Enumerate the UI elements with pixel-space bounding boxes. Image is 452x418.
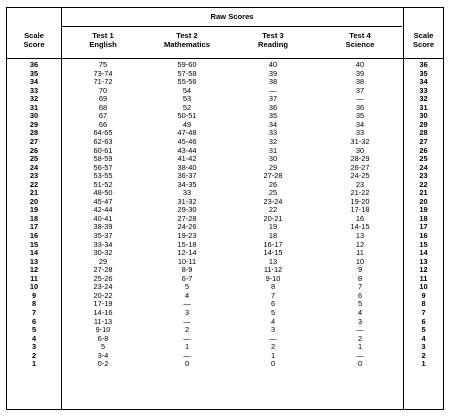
table-row xyxy=(7,104,443,113)
science-cell: 21-22 xyxy=(350,188,370,198)
scale-score-cell: 7 xyxy=(31,307,37,317)
science-cell: 14-15 xyxy=(350,222,370,232)
reading-cell: 20-21 xyxy=(263,213,283,223)
science-cell: 38 xyxy=(355,77,365,87)
english-cell: 5 xyxy=(100,342,106,352)
scale-score-cell-right: 26 xyxy=(419,145,428,155)
english-cell: 0-2 xyxy=(97,359,109,369)
science-cell: 26-27 xyxy=(350,162,370,172)
table-row xyxy=(7,275,443,284)
scale-score-cell-right: 3 xyxy=(421,342,426,352)
scale-score-cell: 8 xyxy=(31,299,37,309)
table-row xyxy=(7,95,443,104)
reading-cell: 27-28 xyxy=(263,171,283,181)
reading-cell: 13 xyxy=(268,256,278,266)
scale-score-cell-right: 35 xyxy=(419,68,428,78)
table-row xyxy=(7,326,443,335)
test-subject: Reading xyxy=(258,40,288,49)
reading-cell: 39 xyxy=(268,68,278,78)
math-cell: 0 xyxy=(184,359,190,369)
reading-cell: 2 xyxy=(270,342,276,352)
scale-score-cell-right: 34 xyxy=(419,77,428,87)
science-cell: 40 xyxy=(355,60,365,69)
math-cell: — xyxy=(183,316,191,326)
math-cell: 53 xyxy=(182,94,192,104)
science-cell: 0 xyxy=(357,359,363,369)
english-cell: 11-13 xyxy=(93,316,113,326)
science-cell: 7 xyxy=(357,282,363,292)
math-cell: 33 xyxy=(182,188,192,198)
table-row xyxy=(7,223,443,232)
scale-score-cell-right: 7 xyxy=(421,307,426,317)
reading-cell: 38 xyxy=(268,77,278,87)
math-cell: 2 xyxy=(184,325,190,335)
english-cell: 75 xyxy=(98,60,108,69)
science-header xyxy=(317,31,403,49)
scale-score-cell: 17 xyxy=(29,222,39,232)
scale-score-cell: 23 xyxy=(29,171,39,181)
reading-cell: 6 xyxy=(270,299,276,309)
test-number: Test 3 xyxy=(262,31,284,40)
english-cell: 25-26 xyxy=(93,273,113,283)
science-cell: 36 xyxy=(355,102,365,112)
scale-score-cell-right: 11 xyxy=(419,273,428,283)
table-row xyxy=(7,292,443,301)
science-cell: 8 xyxy=(357,273,363,283)
table-row xyxy=(7,155,443,164)
english-cell: 23-24 xyxy=(93,282,113,292)
table-row xyxy=(7,61,443,70)
scale-score-cell: 20 xyxy=(29,196,39,206)
table-row xyxy=(7,335,443,344)
table-row xyxy=(7,112,443,121)
scale-score-cell-right: 32 xyxy=(419,94,428,104)
table-row xyxy=(7,309,443,318)
scale-score-cell: 24 xyxy=(29,162,39,172)
reading-cell: 35 xyxy=(268,111,278,121)
reading-cell: 3 xyxy=(270,325,276,335)
math-cell: — xyxy=(183,350,191,360)
reading-cell: 22 xyxy=(268,205,278,215)
table-row xyxy=(7,241,443,250)
science-cell: 13 xyxy=(355,231,365,240)
science-cell: 17-18 xyxy=(350,205,370,215)
scale-score-cell: 32 xyxy=(29,94,39,104)
math-cell: 8-9 xyxy=(181,265,193,275)
scale-score-cell: 9 xyxy=(31,290,37,300)
scale-score-cell-right: 18 xyxy=(419,213,428,223)
test-number: Test 2 xyxy=(176,31,198,40)
math-cell: 43-44 xyxy=(177,145,197,155)
math-cell: 34-35 xyxy=(177,179,197,189)
english-cell: 66 xyxy=(98,119,108,129)
math-cell: 45-46 xyxy=(177,136,197,146)
scale-score-cell: 28 xyxy=(29,128,39,138)
scale-score-cell-right: 13 xyxy=(419,256,428,266)
science-cell: 37 xyxy=(355,85,365,95)
reading-cell: 14-15 xyxy=(263,248,283,258)
test-subject: English xyxy=(89,40,117,49)
science-cell: 24-25 xyxy=(350,171,370,181)
scale-header-line: Score xyxy=(23,40,45,49)
scale-score-cell: 19 xyxy=(29,205,39,215)
scale-score-cell: 16 xyxy=(29,231,39,240)
scale-score-header-left xyxy=(7,31,61,49)
scale-score-cell: 34 xyxy=(29,77,39,87)
math-cell: 41-42 xyxy=(177,154,197,164)
english-cell: 62-63 xyxy=(93,136,113,146)
scale-score-cell-right: 15 xyxy=(419,239,428,249)
scale-score-cell: 4 xyxy=(31,333,37,343)
scale-score-cell-right: 5 xyxy=(421,325,426,335)
english-cell: 56-57 xyxy=(93,162,113,172)
english-cell: 17-19 xyxy=(93,299,113,309)
scale-score-cell: 30 xyxy=(29,111,39,121)
reading-cell: 34 xyxy=(268,119,278,129)
english-cell: 30-32 xyxy=(93,248,113,258)
science-cell: — xyxy=(356,94,364,104)
reading-cell: 18 xyxy=(268,231,278,240)
math-cell: 49 xyxy=(182,119,192,129)
scale-score-cell-right: 19 xyxy=(419,205,428,215)
reading-cell: 36 xyxy=(268,102,278,112)
english-cell: 6-8 xyxy=(97,333,109,343)
science-cell: — xyxy=(356,350,364,360)
table-row xyxy=(7,181,443,190)
science-cell: 4 xyxy=(357,307,363,317)
reading-cell: 23-24 xyxy=(263,196,283,206)
scale-score-cell: 36 xyxy=(29,60,39,69)
table-row xyxy=(7,249,443,258)
scale-header-line: Scale xyxy=(24,31,44,40)
scale-score-cell-right: 25 xyxy=(419,154,428,164)
scale-score-cell: 2 xyxy=(31,350,37,360)
table-row xyxy=(7,352,443,361)
science-cell: 1 xyxy=(357,342,363,352)
table-row xyxy=(7,318,443,327)
test-subject: Mathematics xyxy=(163,40,210,49)
scale-score-cell-right: 9 xyxy=(421,290,426,300)
science-cell: 5 xyxy=(357,299,363,309)
scale-score-cell-right: 24 xyxy=(419,162,428,172)
table-row xyxy=(7,164,443,173)
reading-cell: 9-10 xyxy=(265,273,281,283)
scale-score-cell: 5 xyxy=(31,325,37,335)
scale-score-cell: 15 xyxy=(29,239,39,249)
math-cell: — xyxy=(183,333,191,343)
test-number: Test 4 xyxy=(349,31,371,40)
math-cell: 12-14 xyxy=(177,248,197,258)
reading-cell: 29 xyxy=(268,162,278,172)
scale-score-cell-right: 14 xyxy=(419,248,428,258)
english-cell: 27-28 xyxy=(93,265,113,275)
table-row xyxy=(7,78,443,87)
reading-cell: 7 xyxy=(270,290,276,300)
table-row xyxy=(7,189,443,198)
science-cell: 11 xyxy=(356,248,364,258)
english-cell: 14-16 xyxy=(93,307,113,317)
math-cell: 15-18 xyxy=(177,239,197,249)
scale-score-cell-right: 28 xyxy=(419,128,428,138)
table-row xyxy=(7,147,443,156)
science-cell: 2 xyxy=(357,333,363,343)
math-cell: 1 xyxy=(184,342,190,352)
english-cell: 64-65 xyxy=(93,128,113,138)
group-header-divider xyxy=(61,26,402,27)
raw-scores-header: Raw Scores xyxy=(210,12,254,21)
table-row xyxy=(7,172,443,181)
math-cell: 24-26 xyxy=(177,222,197,232)
table-row xyxy=(7,87,443,96)
science-cell: 9 xyxy=(357,265,363,275)
math-cell: 38-40 xyxy=(177,162,197,172)
english-cell: 69 xyxy=(98,94,108,104)
reading-cell: — xyxy=(269,333,277,343)
science-cell: 30 xyxy=(355,145,365,155)
table-row xyxy=(7,266,443,275)
scale-score-cell: 14 xyxy=(29,248,39,258)
scale-score-cell-right: 4 xyxy=(421,333,426,343)
reading-cell: 31 xyxy=(268,145,278,155)
math-cell: 10-11 xyxy=(177,256,197,266)
math-cell: 3 xyxy=(184,307,190,317)
english-cell: 70 xyxy=(98,85,108,95)
table-row xyxy=(7,198,443,207)
math-cell: 59-60 xyxy=(177,60,197,69)
english-cell: 51-52 xyxy=(93,179,113,189)
english-cell: 68 xyxy=(98,102,108,112)
scale-score-cell: 10 xyxy=(29,282,39,292)
scale-score-cell: 35 xyxy=(29,68,39,78)
english-cell: 20-22 xyxy=(93,290,113,300)
scale-score-cell: 29 xyxy=(29,119,39,129)
english-cell: 29 xyxy=(98,256,108,266)
math-cell: 6-7 xyxy=(181,273,193,283)
table-row xyxy=(7,258,443,267)
math-cell: 5 xyxy=(184,282,190,292)
scale-score-cell-right: 33 xyxy=(419,85,428,95)
scale-score-cell-right: 2 xyxy=(421,350,426,360)
table-row xyxy=(7,343,443,352)
english-cell: 71-72 xyxy=(93,77,113,87)
math-cell: 57-58 xyxy=(177,68,197,78)
math-cell: 55-56 xyxy=(177,77,197,87)
math-cell: 4 xyxy=(184,290,190,300)
english-cell: 3-4 xyxy=(97,350,109,360)
reading-cell: 19 xyxy=(268,222,278,232)
reading-cell: 40 xyxy=(268,60,278,69)
scale-score-cell: 13 xyxy=(29,256,39,266)
math-cell: 47-48 xyxy=(177,128,197,138)
scale-score-cell: 22 xyxy=(29,179,39,189)
scale-score-cell: 1 xyxy=(31,359,37,369)
table-row xyxy=(7,138,443,147)
score-conversion-table xyxy=(6,7,444,410)
scale-score-header-right xyxy=(403,31,444,49)
header-divider xyxy=(7,58,443,59)
science-cell: 34 xyxy=(355,119,365,129)
english-cell: 33-34 xyxy=(93,239,113,249)
science-cell: — xyxy=(356,325,364,335)
reading-cell: 8 xyxy=(270,282,276,292)
english-cell: 35-37 xyxy=(93,231,113,240)
english-cell: 45-47 xyxy=(93,196,113,206)
reading-cell: 16-17 xyxy=(263,239,283,249)
scale-score-cell: 18 xyxy=(29,213,39,223)
reading-cell: 11-12 xyxy=(263,265,283,275)
scale-score-cell-right: 20 xyxy=(419,196,428,206)
scale-score-cell: 33 xyxy=(29,85,39,95)
reading-cell: 1 xyxy=(270,350,276,360)
scale-score-cell-right: 23 xyxy=(419,171,428,181)
table-row xyxy=(7,300,443,309)
scale-score-cell-right: 30 xyxy=(419,111,428,121)
science-cell: 6 xyxy=(357,290,363,300)
table-row xyxy=(7,360,443,369)
scale-score-cell-right: 8 xyxy=(421,299,426,309)
scale-score-cell: 11 xyxy=(30,273,38,283)
math-cell: 19-23 xyxy=(177,231,197,240)
science-cell: 23 xyxy=(355,179,365,189)
science-cell: 12 xyxy=(355,239,365,249)
science-cell: 3 xyxy=(357,316,363,326)
reading-cell: 4 xyxy=(270,316,276,326)
scale-score-cell-right: 31 xyxy=(419,102,428,112)
reading-cell: — xyxy=(269,85,277,95)
math-cell: 54 xyxy=(182,85,192,95)
science-cell: 28-29 xyxy=(350,154,370,164)
scale-score-cell: 3 xyxy=(31,342,37,352)
scale-score-cell-right: 21 xyxy=(419,188,428,198)
table-row xyxy=(7,121,443,130)
test-number: Test 1 xyxy=(92,31,114,40)
english-cell: 42-44 xyxy=(93,205,113,215)
scale-score-cell-right: 36 xyxy=(419,60,428,69)
table-row xyxy=(7,232,443,241)
scale-score-cell-right: 17 xyxy=(419,222,428,232)
english-header xyxy=(61,31,145,49)
scale-score-cell: 27 xyxy=(29,136,39,146)
scale-header-line: Scale xyxy=(413,31,434,40)
english-cell: 53-55 xyxy=(93,171,113,181)
test-subject: Science xyxy=(345,40,375,49)
scale-score-cell: 25 xyxy=(29,154,39,164)
english-cell: 9-10 xyxy=(95,325,111,335)
scale-score-cell-right: 12 xyxy=(419,265,428,275)
science-cell: 31-32 xyxy=(350,136,370,146)
scale-score-cell: 6 xyxy=(31,316,37,326)
math-cell: — xyxy=(183,299,191,309)
scale-score-cell: 21 xyxy=(29,188,39,198)
math-header xyxy=(145,31,229,49)
scale-score-cell-right: 10 xyxy=(419,282,428,292)
english-cell: 40-41 xyxy=(93,213,113,223)
table-row xyxy=(7,283,443,292)
scale-score-cell-right: 29 xyxy=(419,119,428,129)
scale-header-line: Score xyxy=(412,40,435,49)
reading-cell: 30 xyxy=(268,154,278,164)
table-row xyxy=(7,129,443,138)
math-cell: 29-30 xyxy=(177,205,197,215)
table-row xyxy=(7,70,443,79)
english-cell: 73-74 xyxy=(93,68,113,78)
science-cell: 19-20 xyxy=(350,196,370,206)
reading-cell: 37 xyxy=(268,94,278,104)
scale-score-cell-right: 22 xyxy=(419,179,428,189)
reading-header xyxy=(229,31,317,49)
science-cell: 39 xyxy=(355,68,365,78)
science-cell: 16 xyxy=(355,213,365,223)
math-cell: 36-37 xyxy=(177,171,197,181)
math-cell: 52 xyxy=(182,102,192,112)
reading-cell: 32 xyxy=(268,136,278,146)
english-cell: 60-61 xyxy=(93,145,113,155)
scale-score-cell-right: 1 xyxy=(421,359,426,369)
scale-score-cell: 26 xyxy=(29,145,39,155)
table-row xyxy=(7,215,443,224)
english-cell: 38-39 xyxy=(93,222,113,232)
english-cell: 67 xyxy=(98,111,108,121)
scale-score-cell-right: 16 xyxy=(419,231,428,240)
reading-cell: 25 xyxy=(268,188,278,198)
math-cell: 50-51 xyxy=(177,111,197,121)
reading-cell: 5 xyxy=(270,307,276,317)
reading-cell: 0 xyxy=(270,359,276,369)
english-cell: 58-59 xyxy=(93,154,113,164)
science-cell: 33 xyxy=(355,128,365,138)
scale-score-cell: 31 xyxy=(29,102,39,112)
scale-score-cell-right: 27 xyxy=(419,136,428,146)
table-row xyxy=(7,206,443,215)
reading-cell: 33 xyxy=(268,128,278,138)
scale-score-cell-right: 6 xyxy=(421,316,426,326)
math-cell: 31-32 xyxy=(177,196,197,206)
science-cell: 35 xyxy=(355,111,365,121)
english-cell: 48-50 xyxy=(93,188,113,198)
math-cell: 27-28 xyxy=(177,213,197,223)
scale-score-cell: 12 xyxy=(29,265,39,275)
science-cell: 10 xyxy=(355,256,365,266)
reading-cell: 26 xyxy=(268,179,278,189)
